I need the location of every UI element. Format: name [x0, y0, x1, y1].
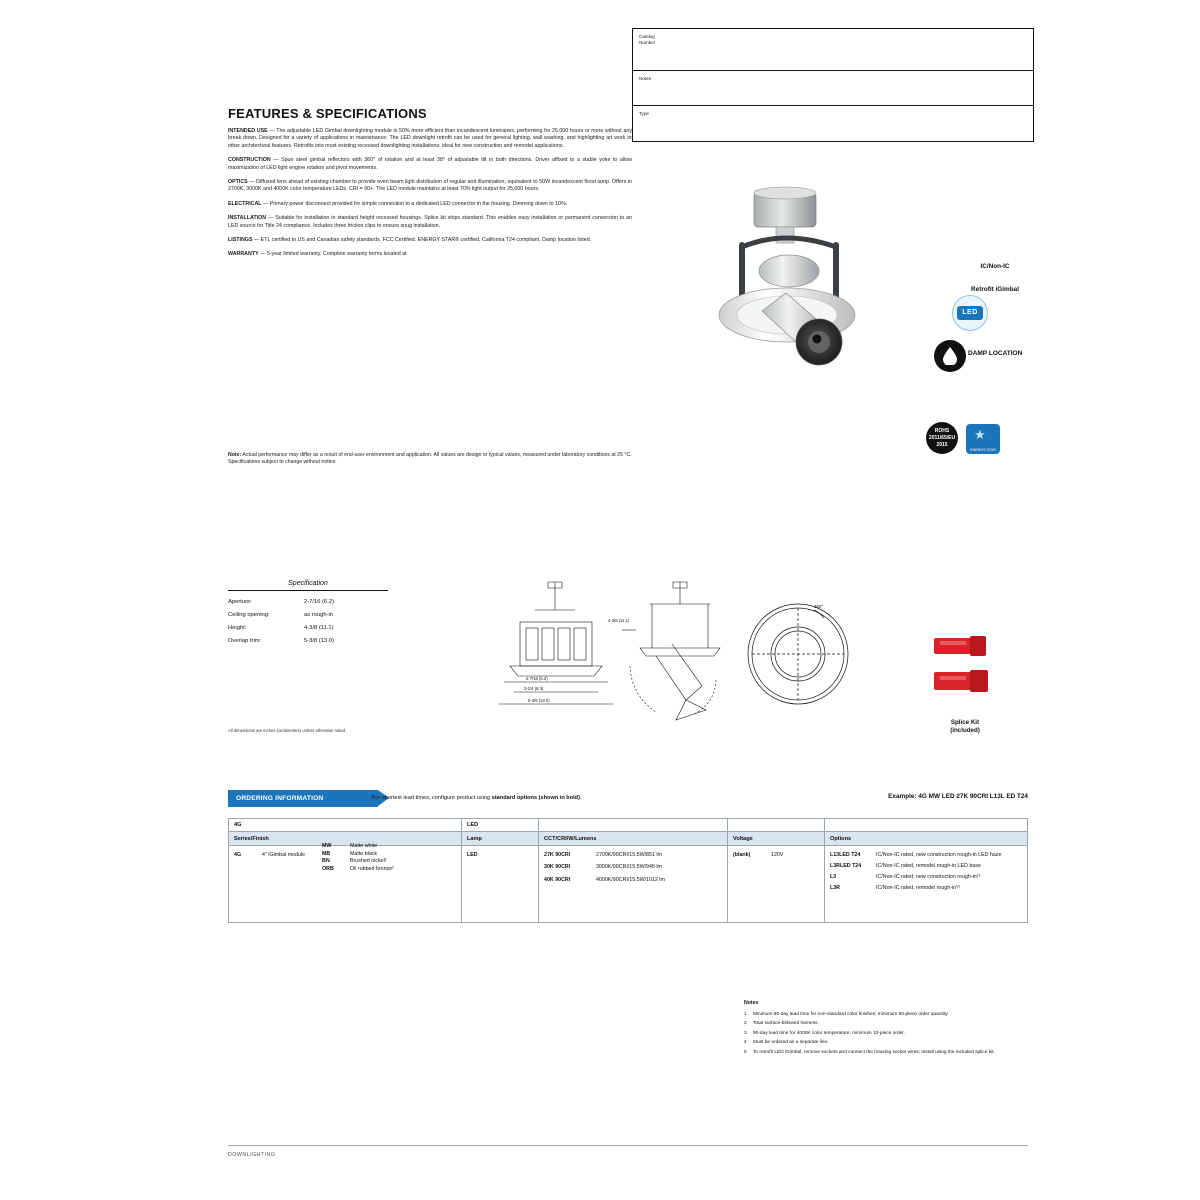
spec-value: 2-7/16 (6.2)	[304, 598, 334, 605]
notes-block	[744, 1000, 1044, 1059]
col-header-series: Series/Finish	[229, 832, 462, 846]
energy-star-badge	[966, 424, 1000, 454]
col-header-voltage: Voltage	[728, 832, 825, 846]
feature-head: LISTINGS	[228, 237, 253, 244]
damp-location-label	[968, 350, 1022, 357]
notes-row[interactable]	[633, 71, 1033, 106]
example-value: 4G MW LED 27K 90CRI L13L ED T24	[916, 793, 1028, 800]
damp-word: DAMP	[968, 350, 988, 357]
spec-key: Aperture:	[228, 598, 252, 605]
option-code: L13LED T24	[830, 852, 861, 858]
col-header-cct: CCT/CRI/W/Lumens	[539, 832, 728, 846]
retrofit-igimbal-label: Retrofit iGimbal	[971, 286, 1019, 293]
feature-paragraph	[228, 179, 632, 194]
type-row[interactable]	[633, 106, 1033, 141]
feature-head: CONSTRUCTION	[228, 157, 271, 164]
feature-text: — Primary power disconnect provided for simple connection to a dedicated LED connector in the housing. Dimming down to 10%.	[261, 200, 568, 207]
svg-text:4-3/8 (11.1): 4-3/8 (11.1)	[608, 618, 630, 623]
notes-title: Notes	[744, 1000, 759, 1006]
finish-code: BN	[322, 858, 330, 865]
disclaimer-text: Actual performance may differ as a result of end-user environment and application. All values are design or typical values, measured under laboratory conditions at 25 °C.	[241, 452, 632, 458]
option-desc: IC/Non-IC rated, new construction rough-in LED haze	[876, 852, 1002, 858]
feature-paragraph	[228, 251, 632, 258]
ordering-table	[228, 818, 1028, 923]
feature-text: — ETL certified to US and Canadian safety standards, FCC Certified. ENERGY STAR® certified, California T24 compliant. Damp location listed.	[252, 237, 592, 244]
splice-kit-line2: (included)	[950, 727, 980, 734]
voltage-desc: 120V	[771, 852, 784, 858]
ordering-band-row	[229, 819, 1028, 832]
finish-desc: Matte black	[350, 850, 378, 857]
spec-value: as rough-in	[304, 611, 334, 618]
feature-paragraph	[228, 237, 632, 244]
series-desc: 4" iGimbal module	[262, 852, 306, 858]
splice-kit-caption	[910, 719, 1020, 735]
spec-key: Ceiling opening:	[228, 611, 270, 618]
feature-paragraph	[228, 128, 632, 150]
col-header-lamp: Lamp	[462, 832, 539, 846]
option-row	[830, 852, 1022, 858]
option-desc: IC/Non-IC rated, remodel rough-in¹³	[876, 885, 960, 891]
note-item	[744, 1039, 1044, 1047]
options-cell	[825, 846, 1028, 923]
finish-code: ORB	[322, 865, 334, 872]
option-desc: IC/Non-IC rated, remodel rough-in LED base	[876, 863, 981, 869]
catalog-number-row[interactable]	[633, 29, 1033, 71]
voltage-cell	[728, 846, 825, 923]
features-body	[228, 128, 632, 266]
note-item	[744, 1011, 1044, 1019]
splice-kit-line1: Splice Kit	[950, 719, 980, 726]
aperture-plan-drawing	[740, 592, 860, 722]
svg-text:360°: 360°	[814, 604, 824, 609]
specification-table	[228, 580, 388, 648]
ordering-body-row	[229, 846, 1028, 923]
type-label: Type	[639, 111, 649, 116]
energy-star-text: ENERGY STAR	[970, 448, 996, 452]
note-text: To retrofit LED iGimbal, remove sockets and connect the housing socket wires; install using the included splice kit.	[753, 1049, 995, 1055]
spec-row	[228, 635, 388, 648]
finish-desc: Oil rubbed bronze²	[350, 865, 394, 872]
note-item	[744, 1030, 1044, 1038]
spec-value: 5-3/8 (13.0)	[304, 638, 334, 645]
note-text: Total surface-billowed harness.	[753, 1021, 819, 1027]
location-word: LOCATION	[988, 350, 1023, 357]
notes-label: Notes	[639, 76, 652, 81]
led-badge-text: LED	[957, 306, 983, 320]
feature-head: INSTALLATION	[228, 215, 267, 222]
star-icon: ★	[974, 427, 986, 442]
feature-text: — The adjustable LED Gimbal downlighting module is 50% more efficient than incandescent luminaires, performing for 25,000 hours or more without any break down. Designed for a variety of applications in maintenance. The LED downlight retrofit can be used for general lighting, wall washing, and highlighting art work or other architectural features. Retrofits into most existing recessed downlighting installations; ideal for new construction and remodel applications.	[228, 128, 632, 149]
lamp-cell	[462, 846, 539, 923]
voltage-code: (blank)	[733, 852, 751, 858]
ic-nonic-label: IC/Non-IC	[980, 263, 1010, 270]
series-cell	[229, 843, 462, 923]
finish-desc: Matte white	[350, 843, 378, 850]
note-item	[744, 1049, 1044, 1057]
ordering-subtitle-bold: standard options (shown in bold)	[491, 795, 580, 801]
col-header-options: Options	[825, 832, 1028, 846]
finish-code: MW	[322, 843, 332, 850]
option-code: L3R	[830, 885, 841, 891]
option-code: L3	[830, 874, 837, 880]
spec-row	[228, 621, 388, 634]
spec-row	[228, 608, 388, 621]
feature-head: ELECTRICAL	[228, 200, 262, 207]
note-number: 4	[744, 1040, 747, 1046]
finish-desc: Brushed nickel²	[350, 858, 387, 865]
svg-text:5-3/8 (13.0): 5-3/8 (13.0)	[528, 698, 550, 703]
feature-paragraph	[228, 215, 632, 230]
catalog-number-label: Catalog Number	[639, 34, 656, 45]
product-photo	[690, 185, 910, 415]
svg-text:2-7/16 (6.2): 2-7/16 (6.2)	[526, 676, 548, 681]
disclaimer-head: Note:	[228, 452, 242, 458]
footer-divider	[228, 1145, 1028, 1146]
disclaimer-line3: Specifications subject to change without notice.	[228, 459, 337, 466]
band-options	[825, 819, 1028, 832]
led-badge	[952, 295, 988, 331]
cct-desc: 4000K/90CRI/15.5W/1012 lm	[596, 876, 665, 883]
cct-code: 30K 90CRI	[544, 864, 571, 871]
band-voltage	[728, 819, 825, 832]
features-title: FEATURES & SPECIFICATIONS	[228, 106, 427, 121]
ordering-subtitle-pre: For shortest lead times, configure product using	[372, 795, 492, 801]
spec-key: Height:	[228, 624, 247, 631]
feature-paragraph	[228, 157, 632, 172]
finish-code: MB	[322, 850, 331, 857]
footer-text: DOWNLIGHTING	[228, 1152, 276, 1158]
cct-desc: 2700K/90CRI/15.5W/851 lm	[596, 852, 662, 858]
band-cct	[539, 819, 728, 832]
option-code: L3RLED T24	[830, 863, 862, 869]
ordering-subtitle-post: .	[579, 795, 582, 801]
lamp-code: LED	[467, 852, 478, 858]
feature-text: — Suitable for installation in standard height recessed housings. Splice kit ships standard. This enables easy installation or permanent conversion to an LED source for Title 24 compliance. Includes three friction clips to ensure snug installation.	[228, 215, 632, 229]
note-text: Minimum 90-day lead time for non-standard color finishes; minimum 50-piece order quantity.	[753, 1011, 949, 1017]
feature-head: WARRANTY	[228, 251, 259, 258]
note-text: Must be ordered as a separate line.	[753, 1040, 829, 1046]
feature-text: — Spun steel gimbal reflectors with 360° of rotation and at least 38° of adjustable tilt in both directions. Driver affixed to a stable yoke to allow maximization of LED light engine rotation and pivot movements.	[228, 157, 632, 171]
option-row	[830, 874, 1022, 880]
cct-desc: 3000K/90CRI/15.5W/945 lm	[596, 864, 662, 871]
note-item	[744, 1020, 1044, 1028]
svg-text:3-1/4 (8.3): 3-1/4 (8.3)	[524, 686, 544, 691]
feature-text: — 5-year limited warranty. Complete warranty terms located at	[258, 251, 407, 258]
ordering-information-header	[228, 790, 378, 807]
feature-head: INTENDED USE	[228, 128, 268, 134]
damp-location-icon	[934, 340, 966, 372]
band-series: 4G	[229, 819, 462, 832]
example-label: Example:	[888, 793, 917, 800]
note-number: 3	[744, 1030, 747, 1036]
splice-kit	[910, 632, 1020, 735]
option-row	[830, 863, 1022, 869]
cct-cell	[539, 846, 728, 923]
ordering-information-title: ORDERING INFORMATION	[236, 795, 324, 802]
cct-code: 40K 90CRI	[544, 876, 571, 883]
note-number: 2	[744, 1021, 747, 1027]
band-lamp: LED	[462, 819, 539, 832]
specification-title: Specification	[228, 580, 388, 591]
cct-code: 27K 90CRI	[544, 852, 571, 858]
feature-head: OPTICS	[228, 179, 248, 186]
option-desc: IC/Non-IC rated, new construction rough-in¹³	[876, 874, 981, 880]
spec-key: Overlap trim:	[228, 638, 262, 645]
specification-footnote: All dimensions are inches (centimeters) unless otherwise noted.	[228, 728, 347, 733]
note-text: 90-day lead time for 4000K color temperature; minimum 10-piece order.	[753, 1030, 905, 1036]
features-disclaimer	[228, 452, 632, 466]
option-row	[830, 885, 1022, 891]
catalog-number-box	[632, 28, 1034, 142]
feature-text: — Diffused lens ahead of existing chamber to provide even beam light distribution of regular and illumination, equivalent to 50W incandescent flood lamp. Offers in 2700K, 3000K and 4000K color temperature LEDs. CRI = 90+. The LED module maintains at least 70% light output for 25,000 hours.	[228, 179, 632, 193]
feature-paragraph	[228, 201, 632, 208]
spec-row	[228, 595, 388, 608]
note-number: 5	[744, 1049, 747, 1055]
rohs-badge: ROHS 2011/65/EU 2015	[926, 422, 958, 454]
ordering-example	[888, 793, 1028, 800]
spec-value: 4-3/8 (11.1)	[304, 624, 334, 631]
ordering-subtitle	[372, 795, 582, 801]
note-number: 1	[744, 1011, 747, 1017]
series-code: 4G	[234, 852, 242, 858]
